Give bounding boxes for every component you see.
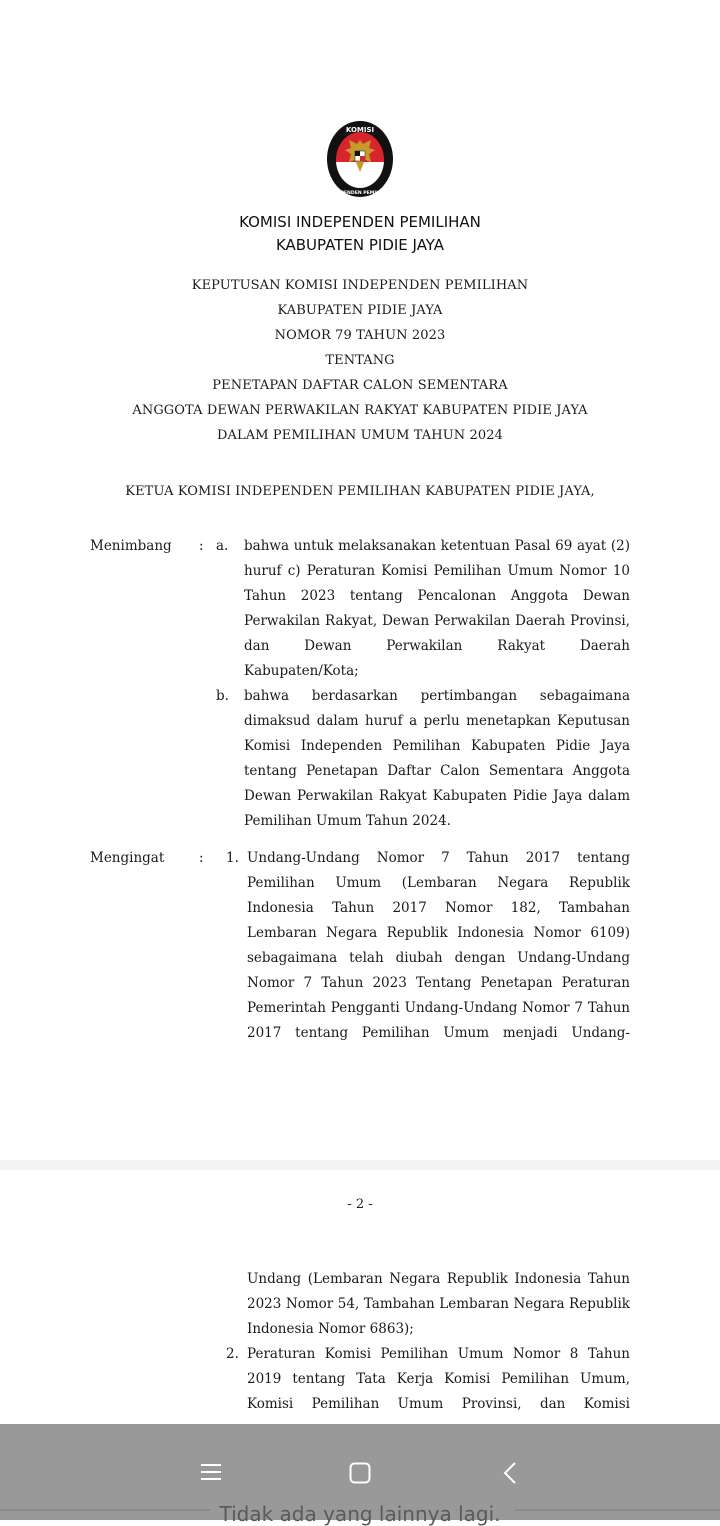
title-line: PENETAPAN DAFTAR CALON SEMENTARA	[212, 378, 508, 393]
page-separator	[0, 1160, 720, 1170]
text-line: Peraturan Komisi Pemilihan Umum Nomor 8 Tahun	[247, 1346, 630, 1362]
text-line: Dewan Perwakilan Rakyat Kabupaten Pidie Jaya dalam	[244, 788, 630, 804]
end-of-content-toast: Tidak ada yang lainnya lagi.	[219, 1502, 501, 1526]
menimbang-colon: :	[199, 538, 204, 554]
home-icon[interactable]	[349, 1462, 371, 1488]
text-line: Indonesia Tahun 2017 Nomor 182, Tambahan	[247, 900, 630, 916]
text-line: dan Dewan Perwakilan Rakyat Daerah	[244, 638, 630, 654]
title-line: DALAM PEMILIHAN UMUM TAHUN 2024	[217, 428, 503, 443]
title-line: TENTANG	[325, 353, 395, 368]
system-navigation-bar	[0, 1424, 720, 1526]
signatory-heading: KETUA KOMISI INDEPENDEN PEMILIHAN KABUPATEN PIDIE JAYA,	[125, 484, 595, 499]
logo-ring-bottom-text: INDEPENDEN PEMILIHAN	[328, 191, 392, 196]
text-line: Lembaran Negara Republik Indonesia Nomor 6109)	[247, 925, 630, 941]
text-line: Nomor 7 Tahun 2023 Tentang Penetapan Peraturan	[247, 975, 630, 991]
text-line: Komisi Independen Pemilihan Kabupaten Pidie Jaya	[244, 738, 630, 754]
text-line: bahwa untuk melaksanakan ketentuan Pasal 69 ayat (2)	[244, 538, 630, 554]
text-line: Kabupaten/Kota;	[244, 663, 359, 679]
org-name-line-1: KOMISI INDEPENDEN PEMILIHAN	[239, 213, 481, 231]
page-number: - 2 -	[347, 1197, 373, 1212]
menimbang-label: Menimbang	[90, 538, 172, 554]
text-line: Pemilihan Umum Tahun 2024.	[244, 813, 451, 829]
text-line: Indonesia Nomor 6863);	[247, 1321, 414, 1337]
title-line: NOMOR 79 TAHUN 2023	[274, 328, 446, 343]
text-line: Pemilihan Umum (Lembaran Negara Republik	[247, 875, 630, 891]
menimbang-item-a	[244, 534, 630, 684]
text-line: tentang Penetapan Daftar Calon Sementara Anggota	[244, 763, 630, 779]
text-line: 2017 tentang Pemilihan Umum menjadi Undang-	[247, 1025, 630, 1041]
mengingat-item-1	[247, 846, 630, 1046]
logo-ring-top-text: KOMISI	[345, 126, 375, 134]
title-line: KEPUTUSAN KOMISI INDEPENDEN PEMILIHAN	[191, 278, 529, 293]
menimbang-item-b	[244, 684, 630, 834]
title-line: ANGGOTA DEWAN PERWAKILAN RAKYAT KABUPATEN PIDIE JAYA	[132, 403, 588, 418]
text-line: bahwa berdasarkan pertimbangan sebagaimana	[244, 688, 630, 704]
text-line: dimaksud dalam huruf a perlu menetapkan Keputusan	[244, 713, 630, 729]
text-line: 2019 tentang Tata Kerja Komisi Pemilihan Umum,	[247, 1371, 630, 1387]
document-page-2	[0, 1170, 720, 1424]
item-marker-b: b.	[216, 688, 229, 704]
mengingat-item-1-continued	[247, 1267, 630, 1342]
text-line: Komisi Pemilihan Umum Provinsi, dan Komisi	[247, 1396, 630, 1412]
text-line: Undang (Lembaran Negara Republik Indonesia Tahun	[247, 1271, 630, 1287]
text-line: sebagaimana telah diubah dengan Undang-Undang	[247, 950, 630, 966]
text-line: 2023 Nomor 54, Tambahan Lembaran Negara Republik	[247, 1296, 630, 1312]
item-marker-2: 2.	[226, 1346, 239, 1362]
text-line: Pemerintah Pengganti Undang-Undang Nomor 7 Tahun	[247, 1000, 630, 1016]
text-line: Perwakilan Rakyat, Dewan Perwakilan Daerah Provinsi,	[244, 613, 630, 629]
text-line: Undang-Undang Nomor 7 Tahun 2017 tentang	[247, 850, 630, 866]
item-marker-a: a.	[216, 538, 229, 554]
mengingat-item-2	[247, 1342, 630, 1417]
text-line: Tahun 2023 tentang Pencalonan Anggota Dewan	[244, 588, 630, 604]
item-marker-1: 1.	[226, 850, 239, 866]
mengingat-colon: :	[199, 850, 204, 866]
text-line: huruf c) Peraturan Komisi Pemilihan Umum Nomor 10	[244, 563, 630, 579]
org-name-line-2: KABUPATEN PIDIE JAYA	[275, 236, 445, 254]
title-line: KABUPATEN PIDIE JAYA	[277, 303, 443, 318]
back-icon[interactable]	[503, 1462, 517, 1488]
mengingat-label: Mengingat	[90, 850, 165, 866]
recents-icon[interactable]	[200, 1462, 222, 1486]
kip-emblem-icon	[325, 120, 395, 200]
